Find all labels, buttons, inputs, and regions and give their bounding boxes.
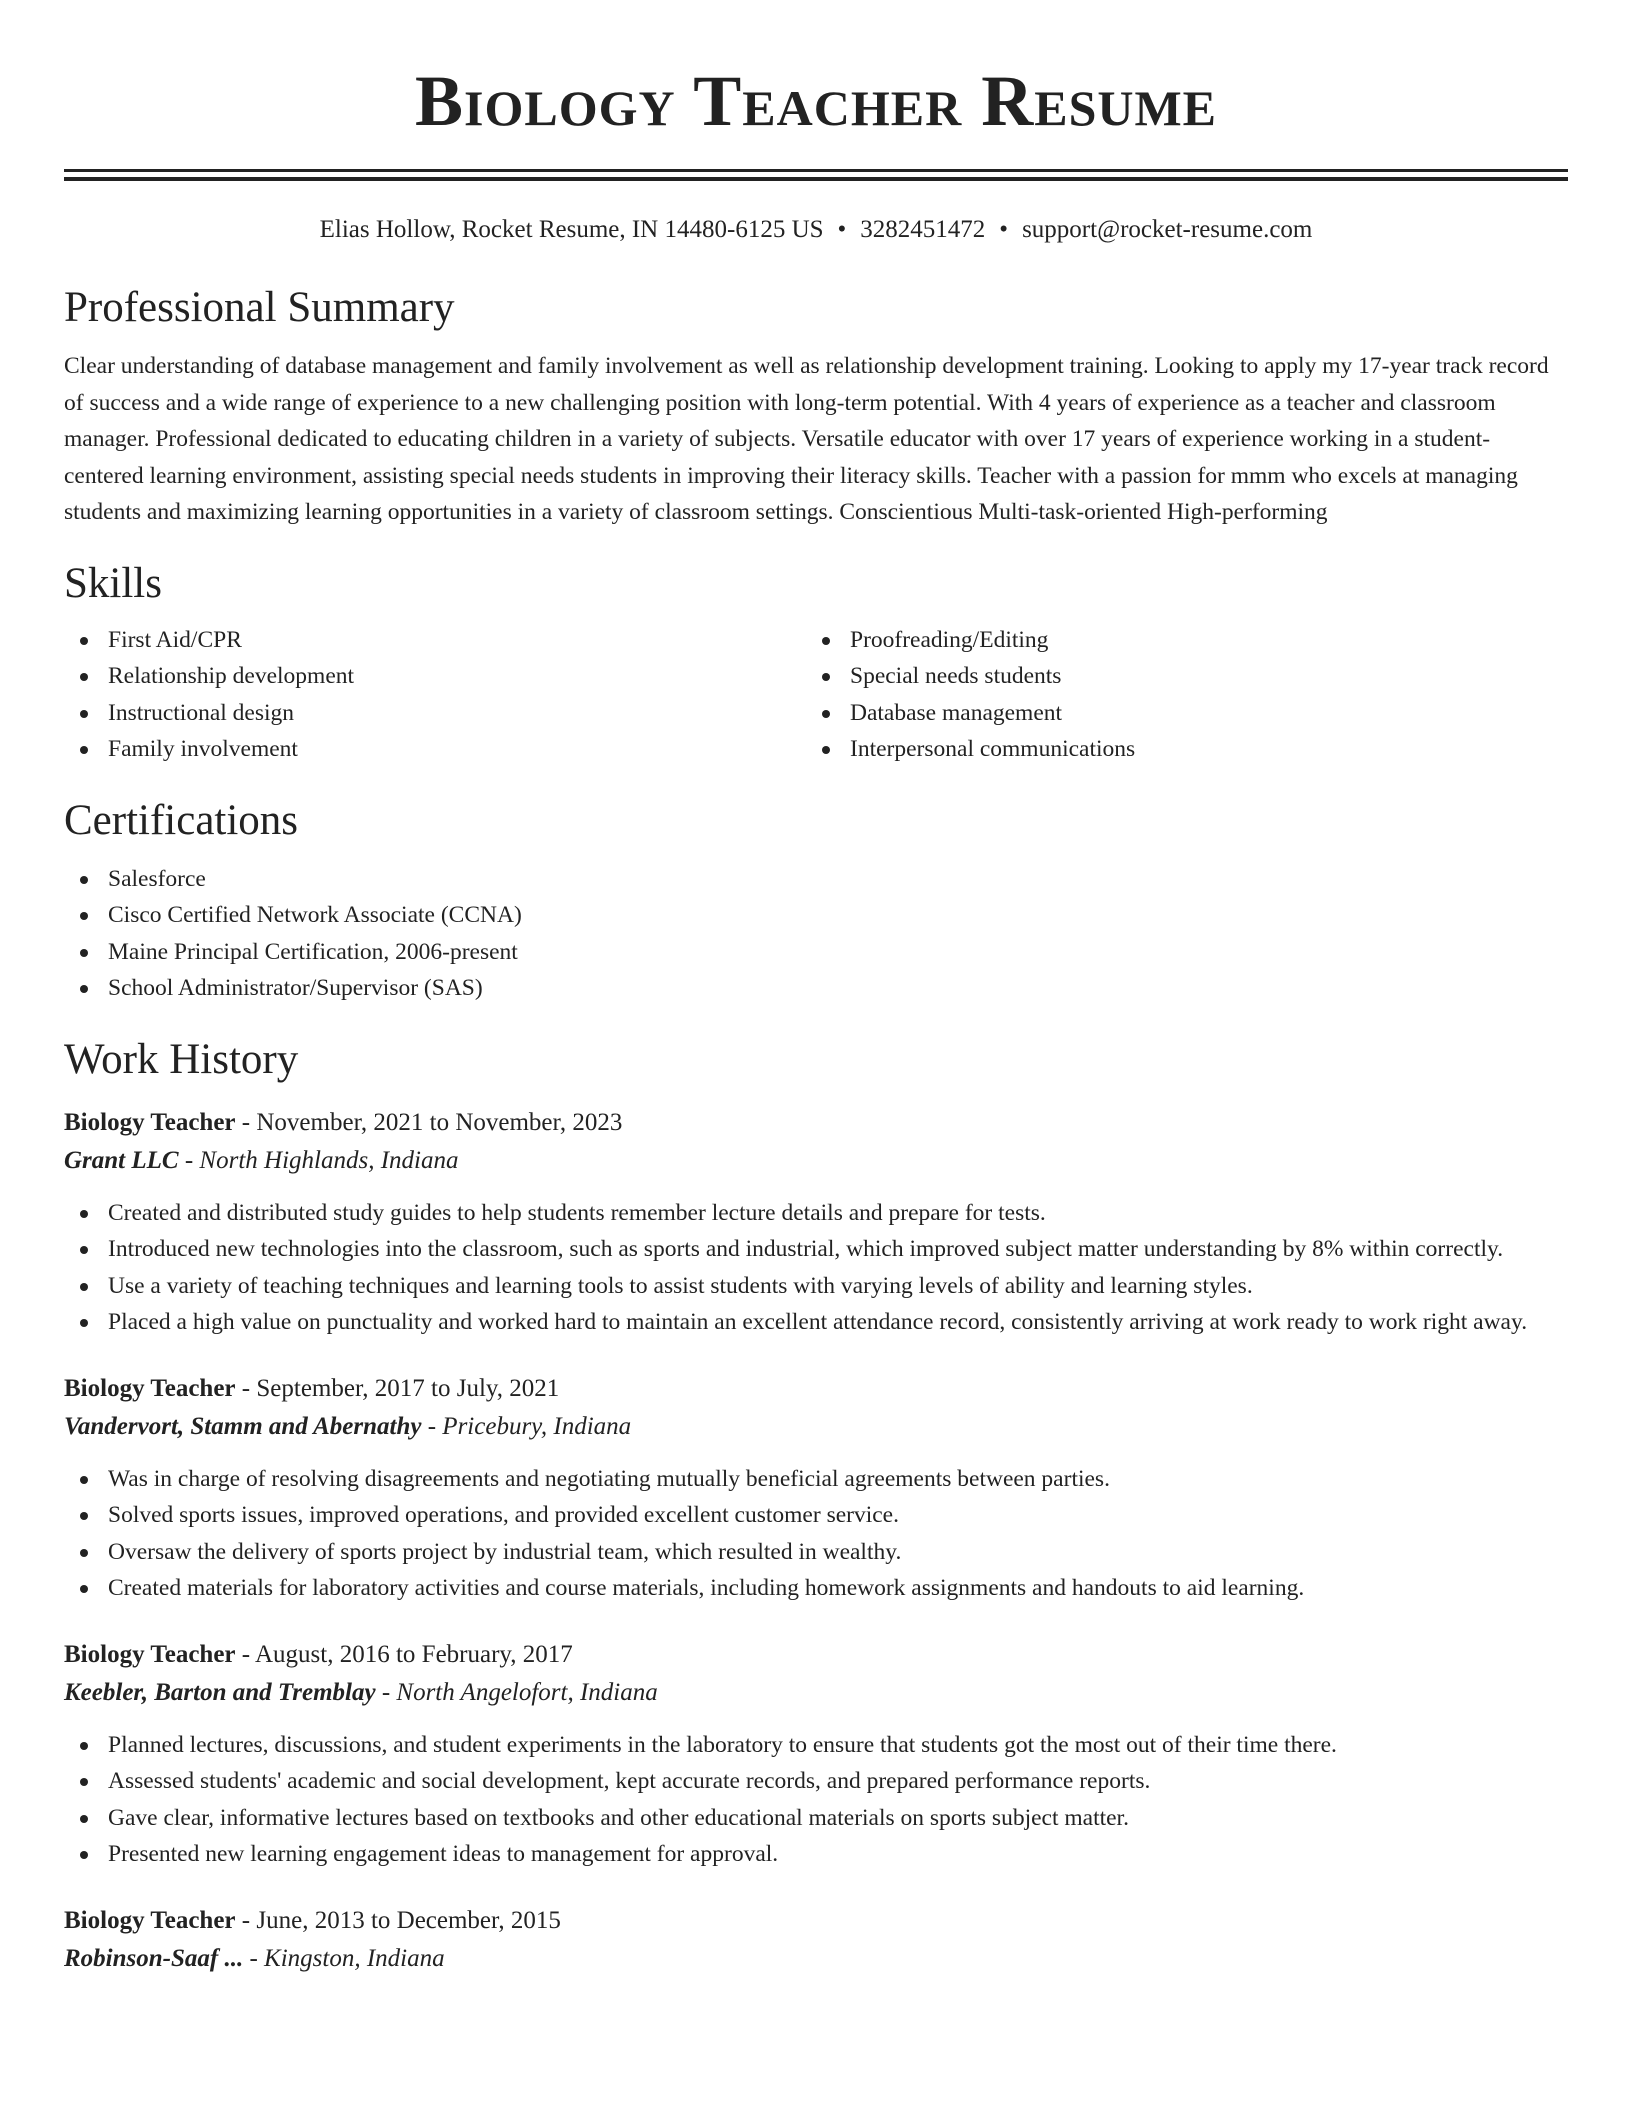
job-entry [64,1370,1568,1607]
contact-separator: • [837,216,847,243]
job-company: Keebler, Barton and Tremblay [64,1678,376,1706]
list-item: Created and distributed study guides to help students remember lecture details and prepare for tests. [64,1195,1568,1232]
job-location: - North Angelofort, Indiana [375,1678,658,1706]
job-dates: - September, 2017 to July, 2021 [235,1374,560,1402]
job-company-line [64,1674,1568,1712]
resume-page [64,0,1568,1978]
job-title: Biology Teacher [64,1640,236,1668]
skills-list-right [806,622,1548,768]
list-item: Proofreading/Editing [806,622,1548,659]
job-company: Vandervort, Stamm and Abernathy [64,1412,422,1440]
list-item: Maine Principal Certification, 2006-present [64,934,1568,971]
summary-section [64,282,1568,531]
skills-columns [64,622,1568,768]
job-entry [64,1902,1568,1978]
list-item: Cisco Certified Network Associate (CCNA) [64,897,1568,934]
job-company-line [64,1142,1568,1180]
list-item: Special needs students [806,658,1548,695]
work-history-section [64,1034,1568,1978]
list-item: Introduced new technologies into the classroom, such as sports and industrial, which improved subject matter understanding by 8% within correctly. [64,1231,1568,1268]
summary-text: Clear understanding of database management and family involvement as well as relationship development training. Looking to apply my 17-year track record of success and a wide range of experience to a new challenging position with long-term potential. With 4 years of experience as a teacher and classroom manager. Professional dedicated to educating children in a variety of subjects. Versatile educator with over 17 years of experience working in a student-centered learning environment, assisting special needs students in improving their literacy skills. Teacher with a passion for mmm who excels at managing students and maximizing learning opportunities in a variety of classroom settings. Conscientious Multi-task-oriented High-performing [64,353,1549,525]
job-dates: - August, 2016 to February, 2017 [235,1640,573,1668]
skills-list-left [64,622,806,768]
list-item: School Administrator/Supervisor (SAS) [64,970,1568,1007]
job-dates: - June, 2013 to December, 2015 [235,1906,561,1934]
job-company: Robinson-Saaf ... [64,1944,244,1972]
contact-separator: • [999,216,1009,243]
list-item: Family involvement [64,731,806,768]
job-title-line [64,1370,1568,1408]
certifications-list [64,861,1568,1007]
list-item: Use a variety of teaching techniques and learning tools to assist students with varying levels of ability and learning styles. [64,1268,1568,1305]
list-item: Assessed students' academic and social development, kept accurate records, and prepared performance reports. [64,1763,1568,1800]
skills-heading: Skills [64,559,162,607]
job-company-line [64,1408,1568,1446]
job-title-line [64,1902,1568,1940]
title-divider-bottom [64,177,1568,181]
job-title: Biology Teacher [64,1108,236,1136]
list-item: Planned lectures, discussions, and student experiments in the laboratory to ensure that students got the most out of their time there. [64,1727,1568,1764]
contact-address: Elias Hollow, Rocket Resume, IN 14480-6125 US [319,216,824,243]
skills-section [64,558,1568,768]
list-item: Gave clear, informative lectures based on textbooks and other educational materials on sports subject matter. [64,1800,1568,1837]
job-title: Biology Teacher [64,1906,236,1934]
list-item: Database management [806,695,1548,732]
contact-line [64,214,1568,246]
list-item: Placed a high value on punctuality and worked hard to maintain an excellent attendance record, consistently arriving at work ready to work right away. [64,1304,1568,1341]
job-bullets [64,1727,1568,1873]
job-bullets [64,1195,1568,1341]
list-item: Solved sports issues, improved operations, and provided excellent customer service. [64,1497,1568,1534]
job-entry [64,1636,1568,1873]
job-bullets [64,1461,1568,1607]
list-item: Presented new learning engagement ideas to management for approval. [64,1836,1568,1873]
list-item: Created materials for laboratory activities and course materials, including homework assignments and handouts to aid learning. [64,1570,1568,1607]
job-title-line [64,1104,1568,1142]
certifications-heading: Certifications [64,796,299,844]
summary-heading: Professional Summary [64,284,455,331]
job-dates: - November, 2021 to November, 2023 [235,1108,623,1136]
title-divider-top [64,169,1568,172]
work-history-heading: Work History [64,1035,299,1083]
job-location: - Pricebury, Indiana [421,1412,632,1440]
certifications-section [64,795,1568,1007]
list-item: Oversaw the delivery of sports project by industrial team, which resulted in wealthy. [64,1534,1568,1571]
list-item: Relationship development [64,658,806,695]
job-entry [64,1104,1568,1341]
job-location: - Kingston, Indiana [243,1944,445,1972]
list-item: Was in charge of resolving disagreements and negotiating mutually beneficial agreements between parties. [64,1461,1568,1498]
job-title-line [64,1636,1568,1674]
page-title: Biology Teacher Resume [414,61,1218,141]
list-item: Instructional design [64,695,806,732]
contact-email: support@rocket-resume.com [1022,216,1313,243]
job-company: Grant LLC [64,1146,179,1174]
contact-phone: 3282451472 [860,216,986,243]
list-item: First Aid/CPR [64,622,806,659]
job-title: Biology Teacher [64,1374,236,1402]
job-company-line [64,1940,1568,1978]
job-location: - North Highlands, Indiana [178,1146,459,1174]
list-item: Salesforce [64,861,1568,898]
list-item: Interpersonal communications [806,731,1548,768]
